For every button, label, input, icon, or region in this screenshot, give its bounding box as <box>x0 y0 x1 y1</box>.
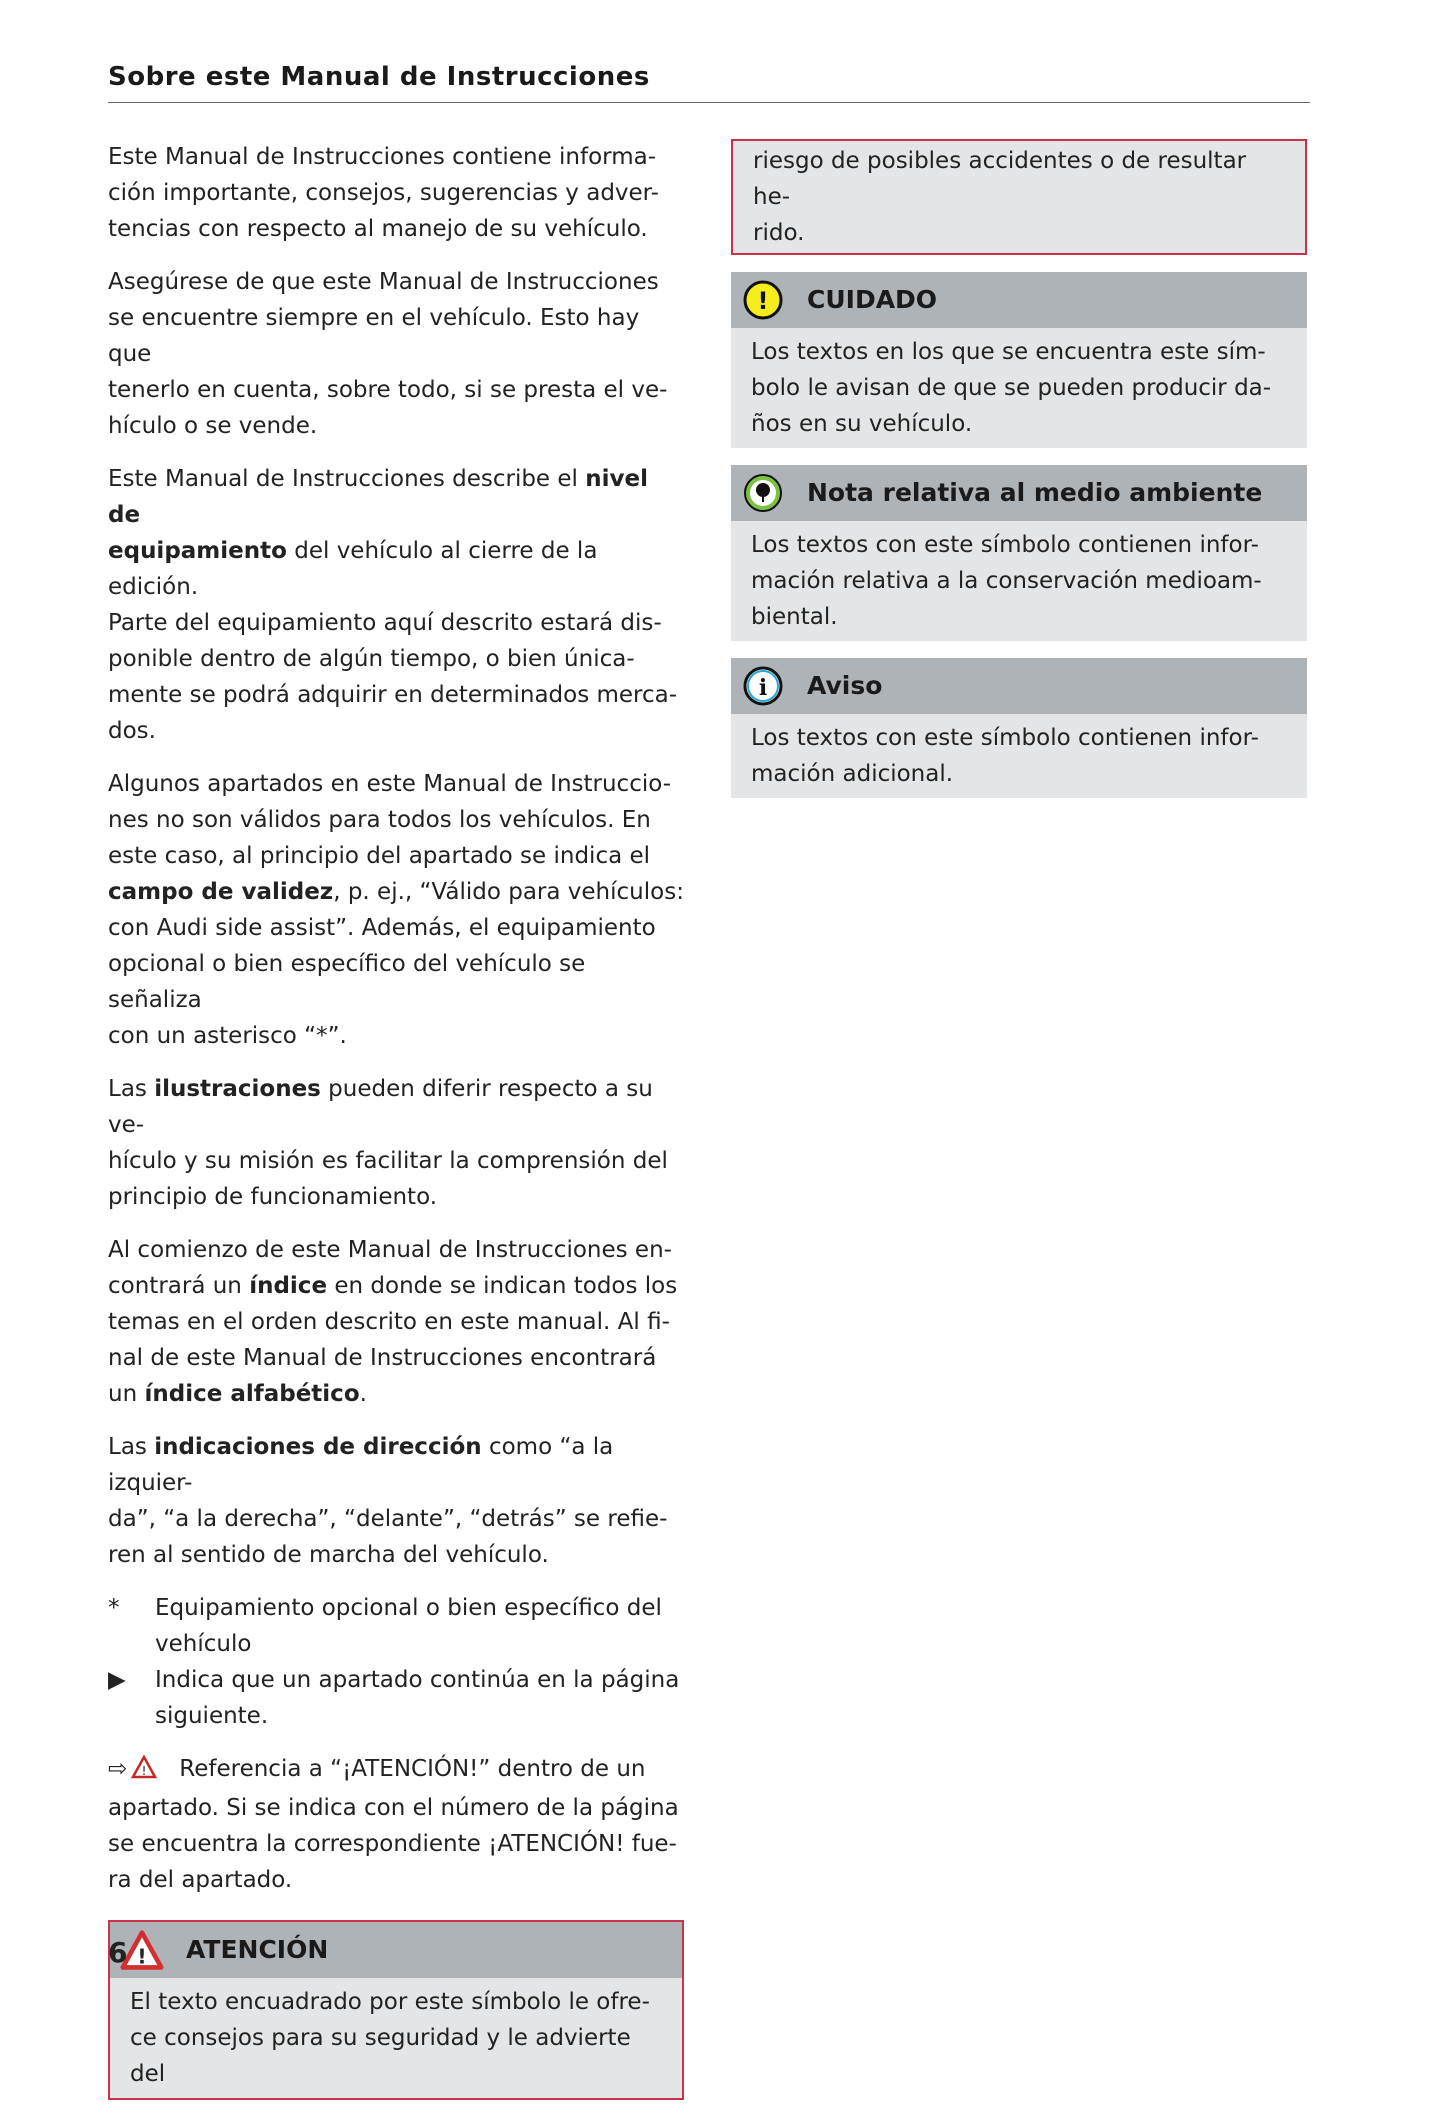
atencion-box-continued <box>731 139 1307 255</box>
triangle-right-icon: ▶ <box>108 1667 126 1693</box>
bold-text: ilustraciones <box>154 1076 321 1102</box>
text: Las <box>108 1434 155 1460</box>
box-body: Los textos en los que se encuentra este sím- bolo le avisan de que se pueden producir da- ños en su vehículo. <box>751 339 1272 437</box>
page-number: 6 <box>108 1936 128 1969</box>
environment-note-header <box>731 465 1307 521</box>
atencion-header <box>110 1922 682 1978</box>
exclamation-circle-icon <box>741 278 785 322</box>
text: Este Manual de Instrucciones describe el <box>108 466 586 492</box>
paragraph-reference <box>108 1751 684 1898</box>
bold-text: índice alfabético <box>144 1381 360 1407</box>
asterisk-icon: * <box>108 1595 120 1621</box>
text: pueden diferir respecto a su ve- hículo y su misión es facilitar la comprensión del principio de funcionamiento. <box>108 1076 668 1210</box>
bold-text: índice <box>249 1273 328 1299</box>
box-body: riesgo de posibles accidentes o de resultar he- rido. <box>753 148 1247 246</box>
info-circle-icon <box>741 664 785 708</box>
text: Algunos apartados en este Manual de Instruccio- nes no son válidos para todos los vehículos. En este caso, al principio del apartado se indica el <box>108 771 672 869</box>
aviso-box <box>731 658 1307 798</box>
paragraph-directions <box>108 1429 684 1573</box>
svg-text:!: ! <box>141 1764 147 1778</box>
text: del vehículo al cierre de la edición. Parte del equipamiento aquí descrito estará dis- ponible dentro de algún tiempo, o bien única- mente se podrá adquirir en determinados merca- dos. <box>108 538 678 744</box>
text: en donde se indican todos los temas en el orden descrito en este manual. Al fi- nal de este Manual de Instrucciones encontrará un <box>108 1273 678 1407</box>
paragraph-equipment <box>108 461 684 749</box>
aviso-header <box>731 658 1307 714</box>
svg-text:!: ! <box>757 287 769 315</box>
text: Referencia a “¡ATENCIÓN!” dentro de un apartado. Si se indica con el número de la página se encuentra la correspondiente ¡ATENCIÓN! fue- ra del apartado. <box>108 1756 679 1893</box>
box-body: El texto encuadrado por este símbolo le ofre- ce consejos para su seguridad y le advierte del <box>130 1989 650 2087</box>
box-title: ATENCIÓN <box>186 1935 329 1964</box>
page-header-title: Sobre este Manual de Instrucciones <box>108 62 650 92</box>
legend-text: Equipamiento opcional o bien específico del vehículo <box>155 1595 662 1657</box>
header-rule <box>108 102 1310 103</box>
cuidado-box <box>731 272 1307 448</box>
text: Al comienzo de este Manual de Instrucciones en- contrará un <box>108 1237 672 1299</box>
box-title: CUIDADO <box>807 285 938 314</box>
atencion-box <box>108 1920 684 2100</box>
environment-note-box <box>731 465 1307 641</box>
paragraph-index <box>108 1232 684 1412</box>
text: . <box>359 1381 367 1407</box>
tree-circle-icon <box>741 471 785 515</box>
paragraph-validity <box>108 766 684 1054</box>
box-title: Nota relativa al medio ambiente <box>807 478 1263 507</box>
legend-item-continue <box>108 1662 684 1734</box>
paragraph-illustrations <box>108 1071 684 1215</box>
box-body: Los textos con este símbolo contienen infor- mación relativa a la conservación medioam- biental. <box>751 532 1262 630</box>
paragraph-intro: Este Manual de Instrucciones contiene informa- ción importante, consejos, sugerencias y adver- tencias con respecto al manejo de su vehículo. <box>108 144 659 242</box>
box-body: Los textos con este símbolo contienen infor- mación adicional. <box>751 725 1259 787</box>
left-column <box>108 139 684 2117</box>
warning-triangle-icon <box>131 1754 157 1790</box>
svg-text:!: ! <box>137 1944 147 1969</box>
box-title: Aviso <box>807 671 883 700</box>
text: como “a la izquier- da”, “a la derecha”, “delante”, “detrás” se refie- ren al sentido de marcha del vehículo. <box>108 1434 668 1568</box>
svg-text:i: i <box>758 675 768 701</box>
arrow-right-icon: ⇨ <box>108 1756 128 1782</box>
bold-text: indicaciones de dirección <box>154 1434 482 1460</box>
bold-text: nivel de equipamiento <box>108 466 648 564</box>
cuidado-header <box>731 272 1307 328</box>
legend-item-asterisk <box>108 1590 684 1662</box>
right-column <box>731 139 1307 815</box>
paragraph-keep-manual: Asegúrese de que este Manual de Instrucciones se encuentre siempre en el vehículo. Esto hay que tenerlo en cuenta, sobre todo, si se presta el ve- hículo o se vende. <box>108 269 668 439</box>
text: Las <box>108 1076 155 1102</box>
text: , p. ej., “Válido para vehículos: con Audi side assist”. Además, el equipamiento opcional o bien específico del vehículo se señaliza con un asterisco “*”. <box>108 879 684 1049</box>
legend-text: Indica que un apartado continúa en la página siguiente. <box>155 1667 680 1729</box>
bold-text: campo de validez <box>108 879 334 905</box>
